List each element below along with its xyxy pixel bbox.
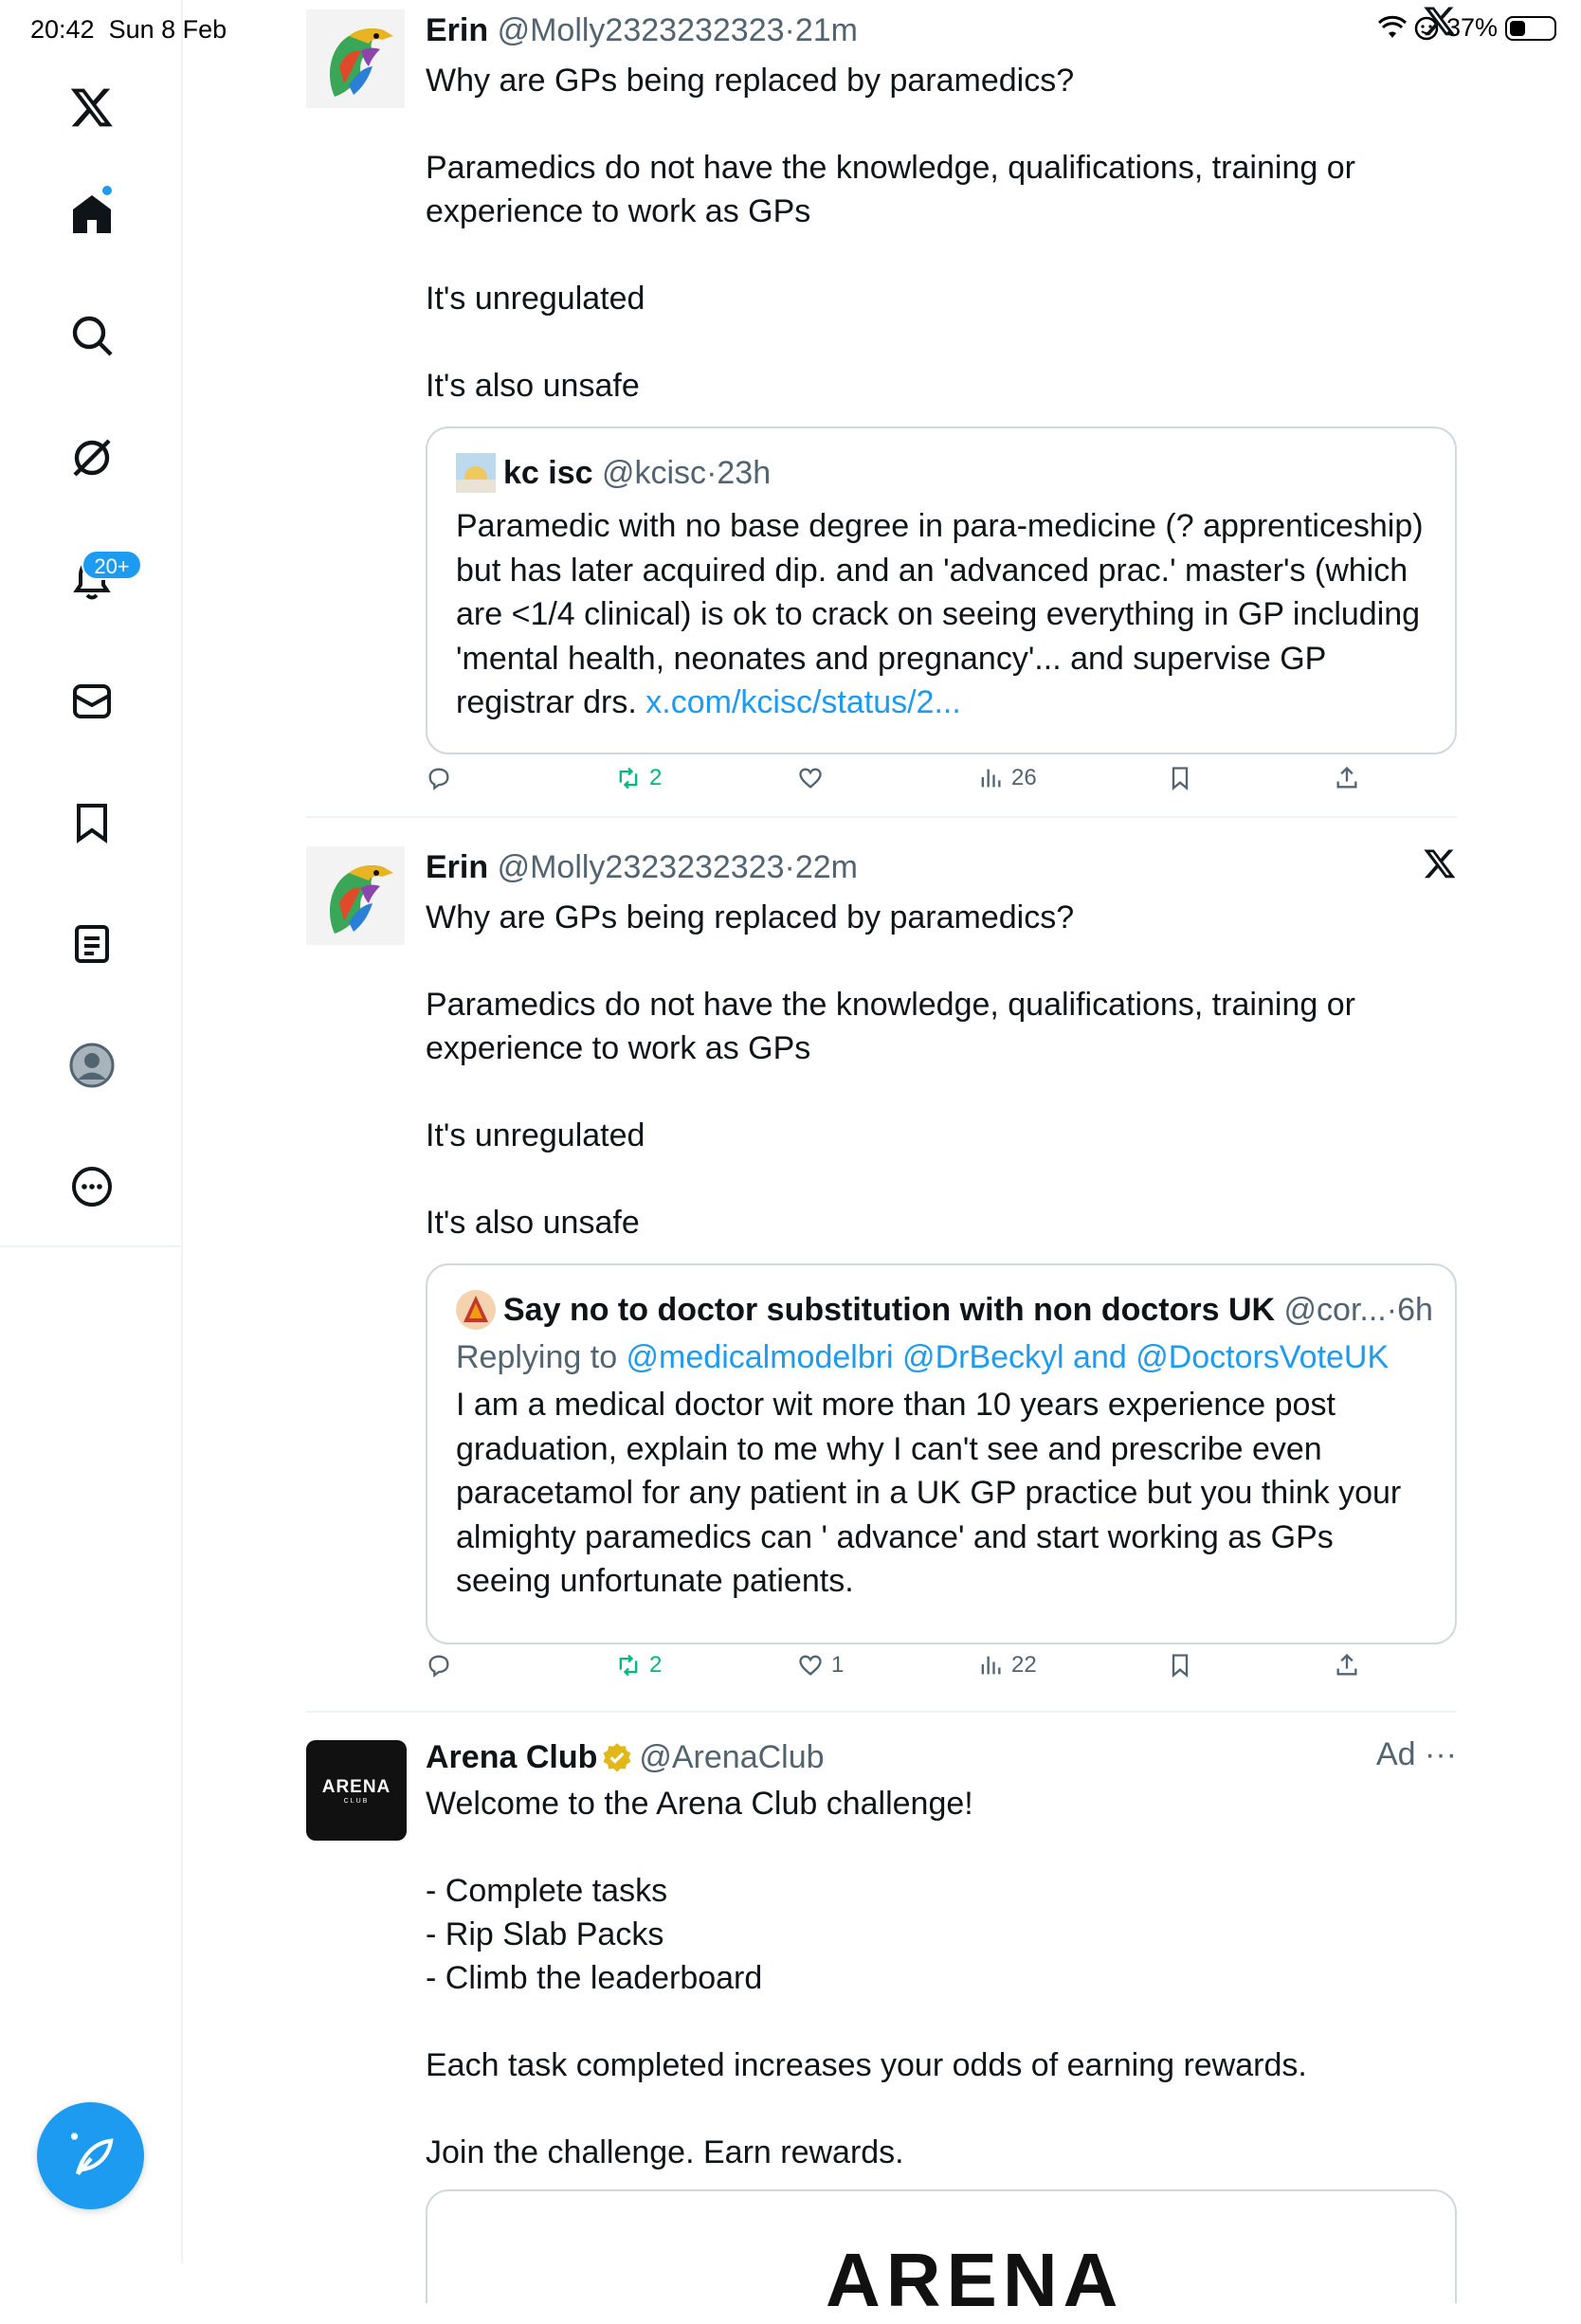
- quote-line: but has later acquired dip. and an 'advanced prac.' master's (which: [456, 552, 1408, 589]
- quote-time: 23h: [717, 455, 772, 491]
- quote-header: [456, 1288, 1433, 1332]
- x-logo-icon: [1423, 4, 1457, 38]
- quote-avatar: [456, 453, 496, 493]
- nav-more[interactable]: [0, 1139, 183, 1234]
- quote-text: [456, 504, 1427, 725]
- avatar[interactable]: [306, 9, 405, 108]
- nav-home[interactable]: [0, 167, 183, 262]
- x-logo[interactable]: [0, 60, 183, 154]
- quote-author-handle: @cor...: [1283, 1292, 1387, 1328]
- quote-author-handle: @kcisc: [601, 455, 707, 491]
- tweet-divider: [306, 816, 1457, 818]
- share-icon: [1334, 765, 1360, 791]
- quote-line: seeing unfortunate patients.: [456, 1563, 854, 1599]
- retweet-count: 2: [649, 765, 663, 790]
- bookmark-icon: [1167, 1652, 1193, 1679]
- sun-avatar-icon: [456, 453, 496, 493]
- nav-messages[interactable]: [0, 654, 183, 749]
- view-count: 26: [1011, 765, 1037, 790]
- views-button[interactable]: [977, 765, 1037, 791]
- ad-card-logo: ARENA: [826, 2238, 1124, 2322]
- tweet-line: [426, 939, 1457, 983]
- quote-link[interactable]: x.com/kcisc/status/2...: [645, 684, 961, 720]
- compose-feather-icon: [64, 2130, 118, 2183]
- heart-icon: [797, 1652, 824, 1679]
- bookmark-icon: [69, 800, 115, 845]
- author-name[interactable]: Erin: [426, 12, 489, 48]
- tweet-header: [426, 9, 1457, 51]
- author-name[interactable]: Arena Club: [426, 1739, 598, 1775]
- quote-line: I am a medical doctor wit more than 10 years experience post: [456, 1387, 1336, 1423]
- grok-icon: [69, 435, 115, 481]
- ad-label: [1376, 1736, 1457, 1773]
- like-button[interactable]: [797, 765, 824, 791]
- reply-icon: [426, 1652, 452, 1679]
- ad-avatar[interactable]: [306, 1740, 407, 1841]
- x-close-icon[interactable]: [1423, 846, 1457, 881]
- views-chart-icon: [977, 765, 1004, 791]
- tweet-line: It's also unsafe: [426, 368, 640, 404]
- sidebar: [0, 0, 183, 2263]
- tweet-line: Paramedics do not have the knowledge, qualifications, training or: [426, 150, 1355, 186]
- tweet-line: Each task completed increases your odds of earning rewards.: [426, 2047, 1307, 2083]
- tweet-line: - Rip Slab Packs: [426, 1916, 664, 1952]
- reply-icon: [426, 765, 452, 791]
- sidebar-divider: [0, 1245, 183, 1247]
- tweet-line: experience to work as GPs: [426, 1030, 811, 1066]
- nav-explore[interactable]: [0, 288, 183, 383]
- tweet-line: [426, 1070, 1457, 1114]
- author-handle[interactable]: @ArenaClub: [639, 1739, 825, 1775]
- battery-icon: [1505, 16, 1556, 41]
- like-button[interactable]: [797, 1652, 844, 1679]
- tweet-line: [426, 1157, 1457, 1201]
- tweet-line: It's unregulated: [426, 281, 645, 317]
- nav-lists[interactable]: [0, 897, 183, 991]
- notifications-badge: 20+: [82, 550, 142, 580]
- ad-logo-subtext: CLUB: [343, 1797, 370, 1805]
- retweet-button[interactable]: [615, 765, 662, 791]
- view-count: 22: [1011, 1652, 1037, 1678]
- author-handle[interactable]: @Molly2323232323: [497, 849, 785, 885]
- search-icon: [69, 313, 115, 358]
- nav-profile[interactable]: [0, 1018, 183, 1113]
- nav-grok[interactable]: [0, 410, 183, 505]
- tweet-line: experience to work as GPs: [426, 193, 811, 229]
- quote-author-name: kc isc: [503, 455, 593, 491]
- tweet-actions: [426, 765, 1457, 812]
- ad-logo-text: ARENA: [321, 1776, 391, 1797]
- tweet-line: - Climb the leaderboard: [426, 1960, 763, 1996]
- replying-to: [456, 1335, 1427, 1379]
- tweet-line: Why are GPs being replaced by paramedics?: [426, 63, 1075, 99]
- medical-avatar-icon: [456, 1290, 496, 1330]
- tweet-time[interactable]: 21m: [794, 12, 858, 48]
- retweet-icon: [615, 1652, 642, 1679]
- x-logo-icon: [69, 84, 115, 130]
- compose-button[interactable]: [37, 2102, 144, 2209]
- separator-dot: ·: [784, 12, 795, 48]
- avatar[interactable]: [306, 846, 405, 945]
- tweet-line: [426, 320, 1457, 364]
- eagle-avatar-icon: [306, 9, 405, 108]
- ad-media-card[interactable]: [426, 2189, 1457, 2322]
- replying-prefix: Replying to: [456, 1339, 627, 1375]
- views-chart-icon: [977, 1652, 1004, 1679]
- more-circle-icon: [69, 1164, 115, 1209]
- verified-badge-icon: [601, 1741, 633, 1773]
- quote-line: almighty paramedics can ' advance' and start working as GPs: [456, 1518, 1334, 1555]
- quote-line: paracetamol for any patient in a UK GP practice but you think your: [456, 1475, 1402, 1511]
- quote-line: 'mental health, neonates and pregnancy'... and supervise GP: [456, 640, 1327, 677]
- separator-dot: ·: [706, 455, 718, 491]
- tweet-line: Join the challenge. Earn rewards.: [426, 2134, 904, 2170]
- retweet-button[interactable]: [615, 1652, 662, 1679]
- quote-line: Paramedic with no base degree in para-medicine (? apprenticeship): [456, 508, 1424, 544]
- reply-button[interactable]: [426, 1652, 452, 1679]
- tweet-line: [426, 102, 1457, 146]
- tweet-text: [426, 1782, 1457, 2174]
- eagle-avatar-icon: [306, 846, 405, 945]
- ad-tag-text: Ad: [1375, 1736, 1416, 1772]
- tweet-line: Why are GPs being replaced by paramedics?: [426, 899, 1075, 935]
- bookmark-button[interactable]: [1167, 765, 1193, 791]
- envelope-icon: [69, 679, 115, 724]
- x-close-icon[interactable]: [1423, 4, 1457, 38]
- tweet-header: [426, 846, 1457, 888]
- quote-avatar: [456, 1290, 496, 1330]
- quote-line: [456, 681, 1427, 725]
- bookmark-icon: [1167, 765, 1193, 791]
- list-icon: [69, 921, 115, 967]
- status-time: 20:42 Sun 8 Feb: [30, 15, 227, 44]
- x-logo-icon: [1423, 846, 1457, 881]
- home-icon: [69, 191, 115, 237]
- separator-dot: ·: [1386, 1292, 1398, 1328]
- tweet-line: [426, 2000, 1457, 2043]
- tweet-divider: [306, 1711, 1457, 1713]
- tweet-line: [426, 1825, 1457, 1869]
- home-unread-dot: [100, 184, 114, 197]
- quote-line-text: registrar drs.: [456, 684, 646, 720]
- share-button[interactable]: [1334, 765, 1360, 791]
- like-count: 1: [831, 1652, 845, 1678]
- share-icon: [1334, 1652, 1360, 1679]
- quote-author-name: Say no to doctor substitution with non doctors UK: [503, 1292, 1276, 1328]
- more-options-button[interactable]: ···: [1425, 1736, 1457, 1772]
- tweet-line: - Complete tasks: [426, 1873, 668, 1909]
- tweet-header: [426, 1736, 1457, 1778]
- tweet-line: Paramedics do not have the knowledge, qualifications, training or: [426, 987, 1355, 1023]
- nav-bookmarks[interactable]: [0, 775, 183, 870]
- quote-time: 6h: [1397, 1292, 1433, 1328]
- quote-text: [456, 1383, 1427, 1604]
- retweet-count: 2: [649, 1652, 663, 1678]
- quote-header: [456, 451, 1427, 495]
- tweet-line: It's unregulated: [426, 1117, 645, 1153]
- tweet-text: [426, 896, 1457, 1244]
- quoted-tweet[interactable]: [426, 1263, 1457, 1644]
- tweet-actions: [426, 1652, 1457, 1699]
- tweet-line: [426, 233, 1457, 277]
- profile-avatar-icon: [69, 1043, 115, 1088]
- author-handle[interactable]: @Molly2323232323: [497, 12, 785, 48]
- heart-icon: [797, 765, 824, 791]
- tweet-text: [426, 59, 1457, 408]
- tweet-time[interactable]: 22m: [794, 849, 858, 885]
- tweet-line: Welcome to the Arena Club challenge!: [426, 1786, 973, 1822]
- tweet-line: It's also unsafe: [426, 1205, 640, 1241]
- replying-to-handles[interactable]: @medicalmodelbri @DrBeckyl and @DoctorsVoteUK: [626, 1339, 1390, 1375]
- separator-dot: ·: [784, 849, 795, 885]
- author-name[interactable]: Erin: [426, 849, 489, 885]
- views-button[interactable]: [977, 1652, 1037, 1679]
- bookmark-button[interactable]: [1167, 1652, 1193, 1679]
- share-button[interactable]: [1334, 1652, 1360, 1679]
- reply-button[interactable]: [426, 765, 452, 791]
- quote-line: are <1/4 clinical) is ok to crack on seeing everything in GP including: [456, 596, 1421, 632]
- tweet-line: [426, 2087, 1457, 2131]
- quote-line: graduation, explain to me why I can't see and prescribe even: [456, 1430, 1322, 1467]
- retweet-icon: [615, 765, 642, 791]
- battery-percent: 37%: [1445, 13, 1498, 42]
- quoted-tweet[interactable]: [426, 427, 1457, 754]
